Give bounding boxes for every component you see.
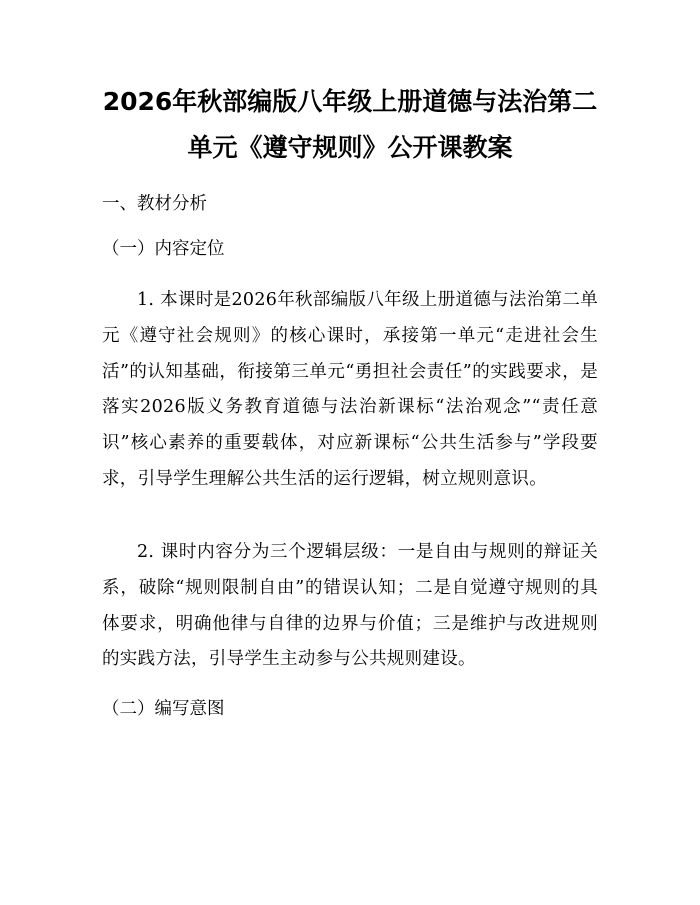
document-title-line-1: 2026年秋部编版八年级上册道德与法治第二: [102, 87, 598, 116]
paragraph-content-positioning-2: 2. 课时内容分为三个逻辑层级：一是自由与规则的辩证关系，破除“规则限制自由”的错误认知；二是自觉遵守规则的具体要求，明确他律与自律的边界与价值；三是维护与改进规则的实践方法，引导学生主动参与公共规则建设。: [102, 542, 598, 670]
document-title-line-2: 单元《遵守规则》公开课教案: [187, 133, 513, 162]
subsection-heading-writing-intent: （二）编写意图: [102, 699, 225, 719]
section-heading-textbook-analysis: 一、教材分析: [102, 194, 207, 214]
paragraph-content-positioning-1: 1. 本课时是2026年秋部编版八年级上册道德与法治第二单元《遵守社会规则》的核心课时，承接第一单元“走进社会生活”的认知基础，衔接第三单元“勇担社会责任”的实践要求，是落实2026版义务教育道德与法治新课标“法治观念”“责任意识”核心素养的重要载体，对应新课标“公共生活参与”学段要求，引导学生理解公共生活的运行逻辑，树立规则意识。: [102, 290, 598, 489]
subsection-heading-content-positioning: （一）内容定位: [102, 239, 225, 259]
